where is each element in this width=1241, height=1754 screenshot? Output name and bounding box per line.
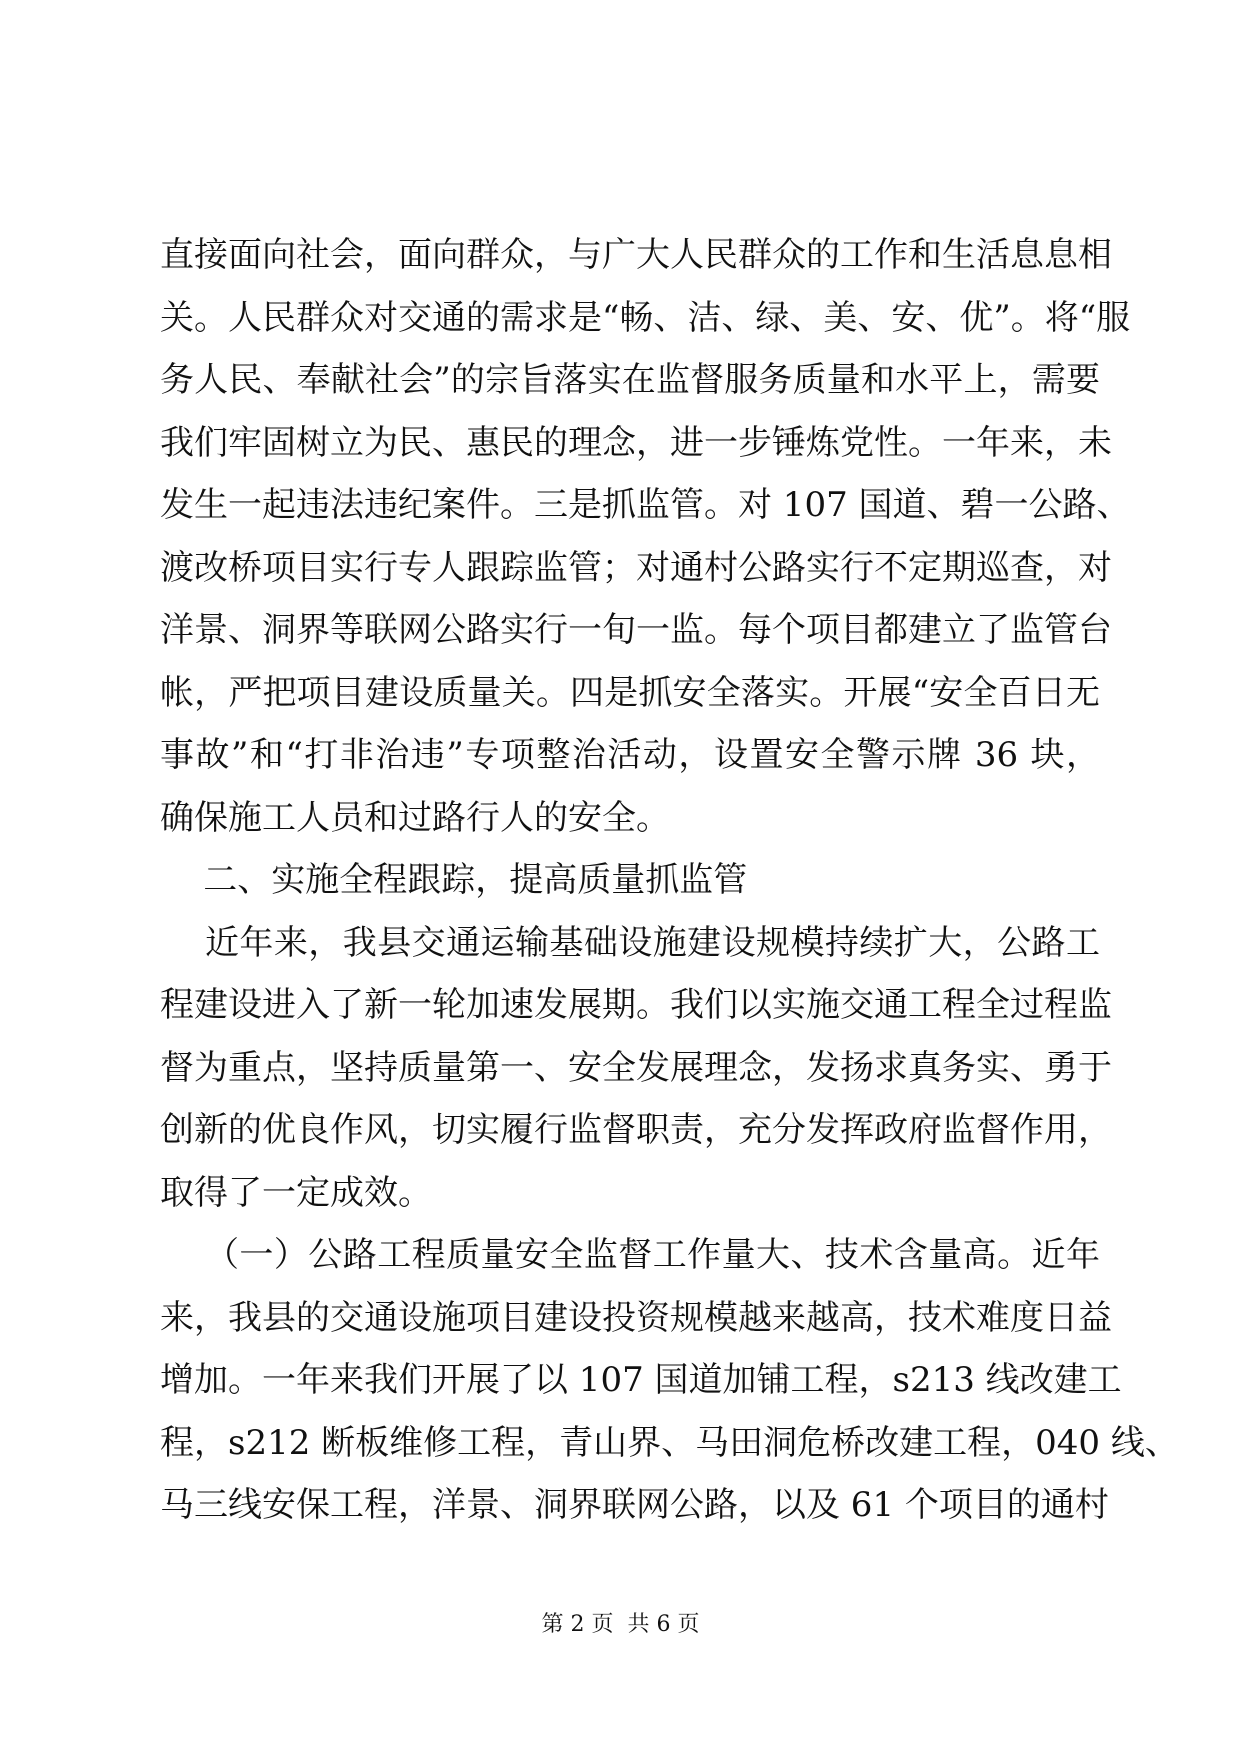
text-line: 近年来，我县交通运输基础设施建设规模持续扩大，公路工 xyxy=(160,922,1100,963)
page-number-footer: 第 2 页 共 6 页 xyxy=(541,1612,700,1637)
text-line: 督为重点，坚持质量第一、安全发展理念，发扬求真务实、勇于 xyxy=(160,1047,1112,1088)
text-line: 马三线安保工程，洋景、洞界联网公路，以及 61 个项目的通村 xyxy=(160,1485,1109,1525)
text-line: 渡改桥项目实行专人跟踪监管；对通村公路实行不定期巡查，对 xyxy=(160,547,1112,588)
text-line: 取得了一定成效。 xyxy=(160,1172,432,1213)
text-line: 来，我县的交通设施项目建设投资规模越来越高，技术难度日益 xyxy=(160,1297,1112,1338)
section-heading: 二、实施全程跟踪，提高质量抓监管 xyxy=(160,860,748,900)
text-line: 程建设进入了新一轮加速发展期。我们以实施交通工程全过程监 xyxy=(160,985,1112,1025)
text-line: 关。人民群众对交通的需求是“畅、洁、绿、美、安、优”。将“服 xyxy=(160,297,1131,338)
text-line: 程，s212 断板维修工程，青山界、马田洞危桥改建工程，040 线、 xyxy=(160,1422,1179,1463)
text-line: （一）公路工程质量安全监督工作量大、技术含量高。近年 xyxy=(160,1235,1100,1275)
text-line: 事故”和“打非治违”专项整治活动，设置安全警示牌 36 块， xyxy=(160,735,1100,775)
text-line: 发生一起违法违纪案件。三是抓监管。对 107 国道、碧一公路、 xyxy=(160,485,1131,525)
text-line: 确保施工人员和过路行人的安全。 xyxy=(160,797,670,838)
text-line: 洋景、洞界等联网公路实行一旬一监。每个项目都建立了监管台 xyxy=(160,610,1112,650)
text-line: 直接面向社会，面向群众，与广大人民群众的工作和生活息息相 xyxy=(160,235,1112,275)
text-line: 增加。一年来我们开展了以 107 国道加铺工程，s213 线改建工 xyxy=(160,1360,1122,1400)
text-line: 帐，严把项目建设质量关。四是抓安全落实。开展“安全百日无 xyxy=(160,672,1100,713)
text-line: 创新的优良作风，切实履行监督职责，充分发挥政府监督作用， xyxy=(160,1110,1112,1150)
body-text xyxy=(160,224,1179,1537)
text-line: 我们牢固树立为民、惠民的理念，进一步锤炼党性。一年来，未 xyxy=(160,422,1112,463)
text-line: 务人民、奉献社会”的宗旨落实在监督服务质量和水平上，需要 xyxy=(160,360,1100,400)
